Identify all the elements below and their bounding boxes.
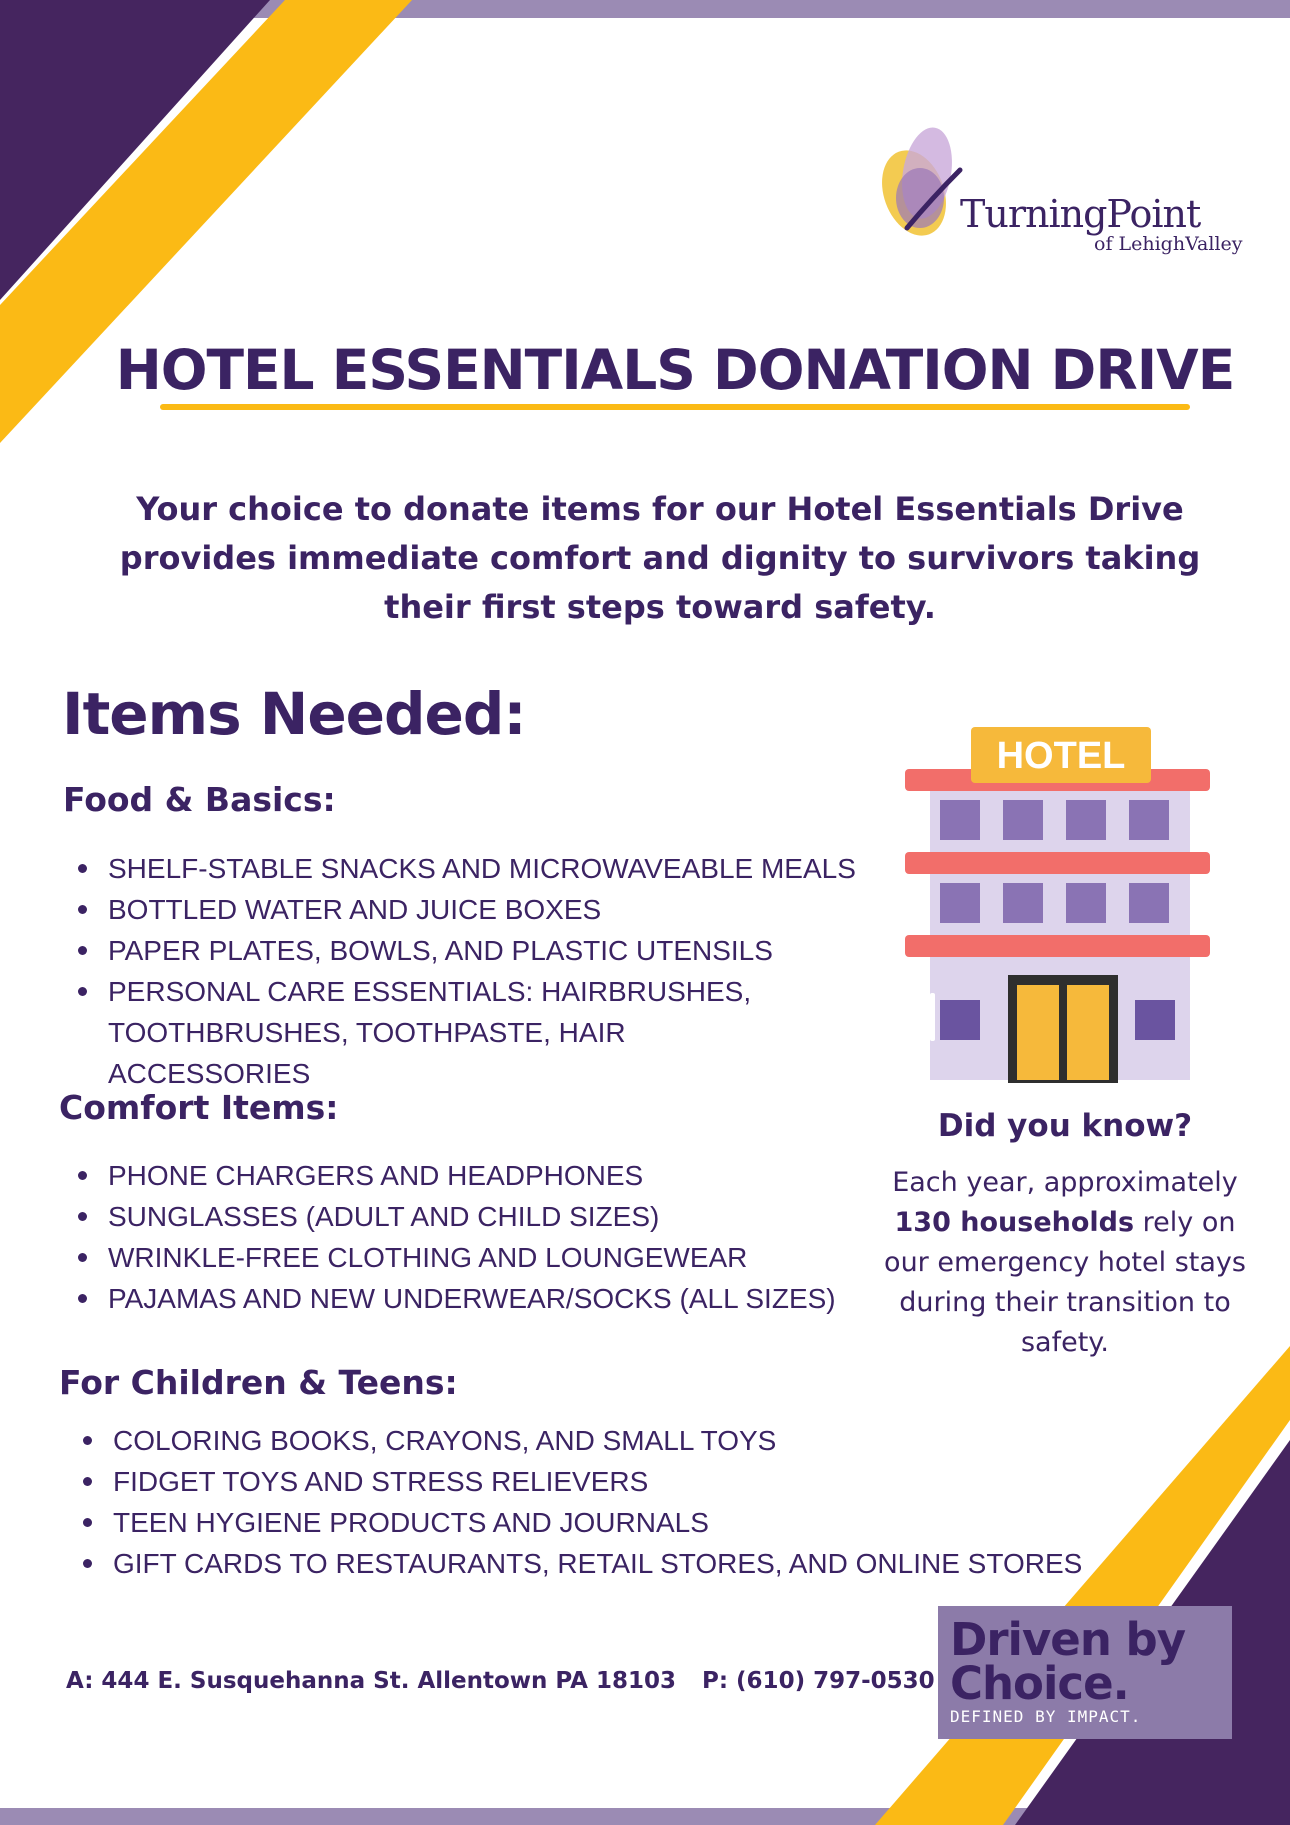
items-needed-heading: Items Needed: <box>62 680 526 748</box>
page-title: HOTEL ESSENTIALS DONATION DRIVE <box>115 338 1235 402</box>
driven-by-choice-badge <box>938 1606 1232 1739</box>
did-you-know-heading: Did you know? <box>937 1108 1193 1144</box>
fact-text-start: Each year, approximately <box>892 1167 1238 1198</box>
list-item: SHELF-STABLE SNACKS AND MICROWAVEABLE MEALS <box>108 848 908 889</box>
did-you-know-text <box>870 1163 1260 1363</box>
section-heading-food: Food & Basics: <box>63 780 336 819</box>
comfort-list <box>62 1155 908 1319</box>
hotel-building-icon <box>905 725 1215 1085</box>
list-item: PAJAMAS AND NEW UNDERWEAR/SOCKS (ALL SIZES) <box>108 1278 908 1319</box>
list-item: PHONE CHARGERS AND HEADPHONES <box>108 1155 908 1196</box>
badge-line-2: Choice. <box>950 1657 1129 1710</box>
footer-phone: P: (610) 797-0530 <box>701 1668 935 1694</box>
fact-text-end: rely on our emergency hotel stays during their transition to safety. <box>884 1207 1246 1358</box>
list-item: COLORING BOOKS, CRAYONS, AND SMALL TOYS <box>113 1420 1113 1461</box>
title-underline <box>160 404 1190 410</box>
badge-line-1: Driven by <box>950 1613 1186 1666</box>
hotel-sign-text: HOTEL <box>996 735 1126 777</box>
intro-paragraph: Your choice to donate items for our Hotel Essentials Drive provides immediate comfort and dignity to survivors taking their first steps toward safety. <box>119 490 1201 626</box>
list-item: BOTTLED WATER AND JUICE BOXES <box>108 889 908 930</box>
list-item: FIDGET TOYS AND STRESS RELIEVERS <box>113 1461 1113 1502</box>
children-list <box>67 1420 1113 1584</box>
list-item: PERSONAL CARE ESSENTIALS: HAIRBRUSHES, TOOTHBRUSHES, TOOTHPASTE, HAIR ACCESSORIES <box>108 971 808 1094</box>
list-item: WRINKLE-FREE CLOTHING AND LOUNGEWEAR <box>108 1237 908 1278</box>
footer-contact <box>66 1668 935 1694</box>
food-list <box>62 848 908 1094</box>
fact-highlight: 130 households <box>894 1207 1135 1238</box>
badge-tagline: DEFINED BY IMPACT. <box>950 1707 1142 1726</box>
footer-address: A: 444 E. Susquehanna St. Allentown PA 18103 <box>66 1668 676 1694</box>
logo-wordmark: TurningPoint <box>960 192 1201 236</box>
list-item: SUNGLASSES (ADULT AND CHILD SIZES) <box>108 1196 908 1237</box>
list-item: GIFT CARDS TO RESTAURANTS, RETAIL STORES, AND ONLINE STORES <box>113 1543 1113 1584</box>
section-heading-comfort: Comfort Items: <box>59 1088 339 1127</box>
list-item: TEEN HYGIENE PRODUCTS AND JOURNALS <box>113 1502 1113 1543</box>
turningpoint-logo <box>872 118 1242 268</box>
list-item: PAPER PLATES, BOWLS, AND PLASTIC UTENSILS <box>108 930 908 971</box>
section-heading-children: For Children & Teens: <box>59 1363 458 1402</box>
butterfly-logo-icon <box>872 118 972 238</box>
logo-subtitle: of LehighValley <box>1094 233 1243 255</box>
